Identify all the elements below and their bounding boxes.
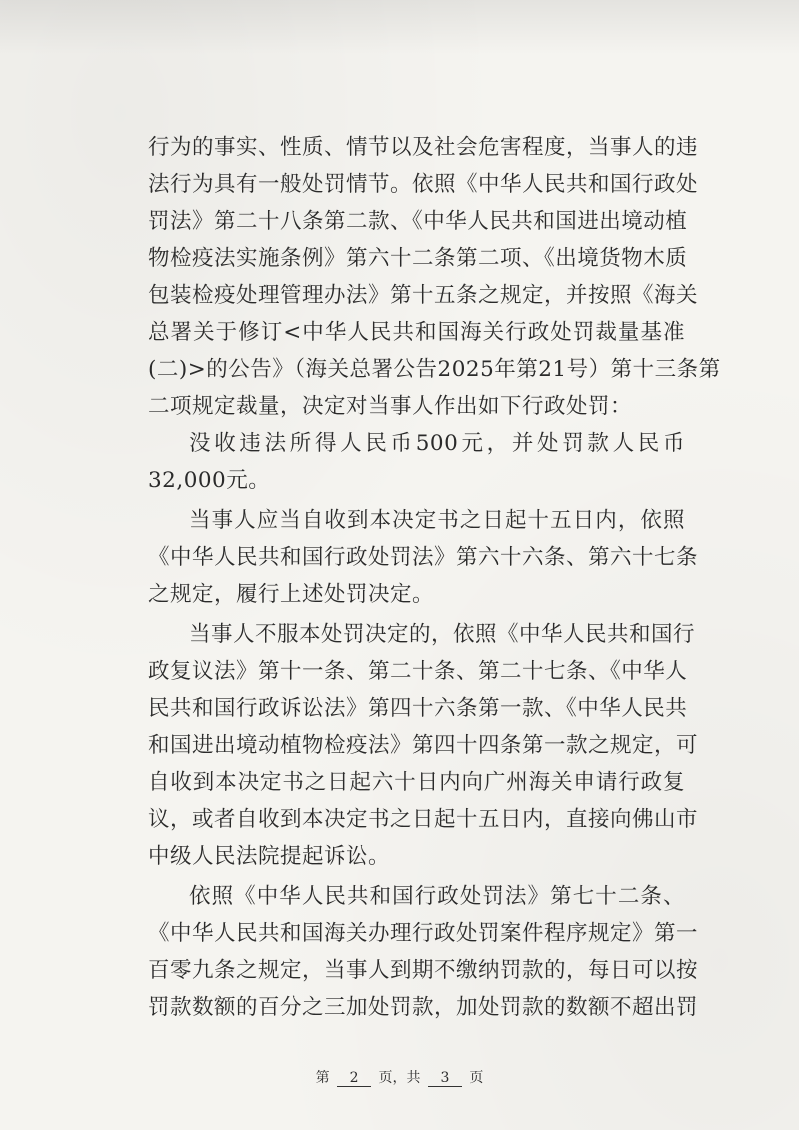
text-line: 之规定，履行上述处罚决定。 [148, 582, 435, 607]
text-line: 物检疫法实施条例》第六十二条第二项、《出境货物木质 [148, 246, 688, 271]
text-line: 《中华人民共和国行政处罚法》第六十六条、第六十七条 [148, 545, 699, 570]
text-line: 包装检疫处理管理办法》第十五条之规定，并按照《海关 [148, 283, 699, 308]
text-line: 当事人应当自收到本决定书之日起十五日内，依照 [189, 508, 685, 533]
text-line: (二)>的公告》（海关总署公告2025年第21号）第十三条第 [148, 357, 721, 382]
text-line: 中级人民法院提起诉讼。 [148, 844, 391, 869]
text-line: 当事人不服本处罚决定的，依照《中华人民共和国行 [189, 622, 696, 647]
text-line: 32,000元。 [148, 468, 271, 493]
text-line: 民共和国行政诉讼法》第四十六条第一款、《中华人民共 [148, 696, 688, 721]
text-line: 罚法》第二十八条第二款、《中华人民共和国进出境动植 [148, 209, 688, 234]
current-page-number: 2 [337, 1070, 371, 1087]
footer-middle: 页，共 [378, 1070, 421, 1086]
text-line: 议，或者自收到本决定书之日起十五日内，直接向佛山市 [148, 807, 699, 832]
text-line: 罚款数额的百分之三加处罚款，加处罚款的数额不超出罚 [148, 995, 699, 1020]
text-line: 《中华人民共和国海关办理行政处罚案件程序规定》第一 [148, 921, 699, 946]
footer-suffix: 页 [469, 1070, 484, 1086]
scan-shadow [0, 0, 799, 55]
text-line: 总署关于修订<中华人民共和国海关行政处罚裁量基准 [148, 320, 685, 345]
text-line: 自收到本决定书之日起六十日内向广州海关申请行政复 [148, 770, 685, 795]
text-line: 法行为具有一般处罚情节。依照《中华人民共和国行政处 [148, 172, 699, 197]
total-pages-number: 3 [428, 1070, 462, 1087]
text-line: 百零九条之规定，当事人到期不缴纳罚款的，每日可以按 [148, 958, 699, 983]
text-line: 政复议法》第十一条、第二十条、第二十七条、《中华人 [148, 659, 688, 684]
text-line: 和国进出境动植物检疫法》第四十四条第一款之规定，可 [148, 733, 699, 758]
text-line: 二项规定裁量，决定对当事人作出如下行政处罚： [148, 394, 633, 419]
text-line: 依照《中华人民共和国行政处罚法》第七十二条、 [189, 884, 685, 909]
text-line: 没收违法所得人民币500元，并处罚款人民币 [189, 431, 685, 456]
footer-prefix: 第 [315, 1070, 330, 1086]
page-footer [0, 1068, 799, 1088]
text-line: 行为的事实、性质、情节以及社会危害程度，当事人的违 [148, 135, 699, 160]
